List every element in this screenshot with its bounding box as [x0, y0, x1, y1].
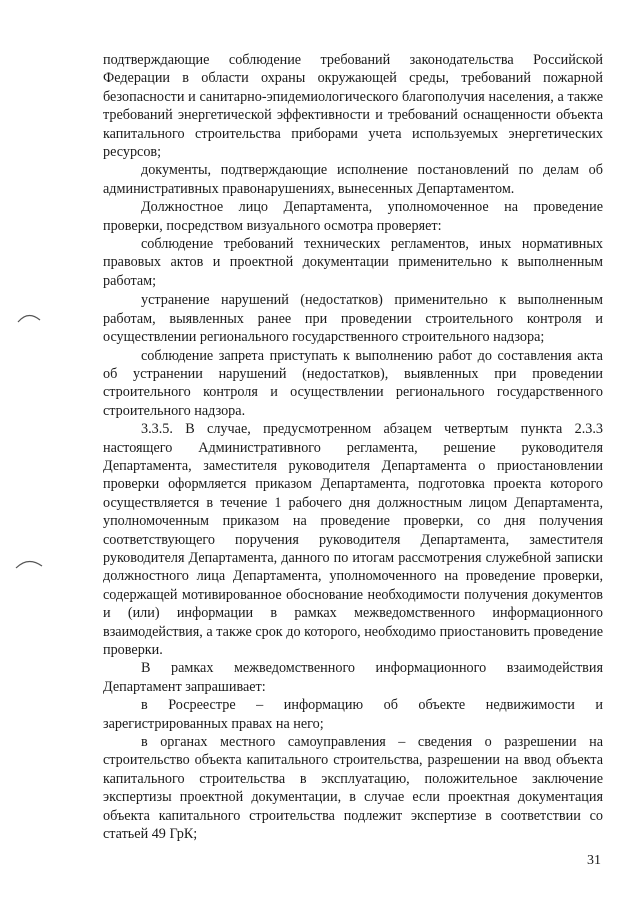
- paragraph: соблюдение требований технических регламентов, иных нормативных правовых актов и проектной документации применительно к выполненным работам;: [103, 236, 603, 289]
- paragraph: 3.3.5. В случае, предусмотренном абзацем четвертым пункта 2.3.3 настоящего Административного регламента, решение руководителя Департамента, заместителя руководителя Департамента о приостановлении проверки оформляется приказом Департамента, подготовка проекта которого осуществляется в течение 1 рабочего дня должностным лицом Департамента, уполномоченным приказом на проведение проверки, со дня получения соответствующего поручения руководителя Департамента, заместителя руководителя Департамента, данного по итогам рассмотрения служебной записки должностного лица Департамента, уполномоченного на проведение проверки, содержащей мотивированное обоснование необходимости получения документов и (или) информации в рамках межведомственного информационного взаимодействия, а также срок до которого, необходимо приостановить проведение проверки.: [103, 421, 603, 658]
- paragraph: В рамках межведомственного информационного взаимодействия Департамент запрашивает:: [103, 660, 603, 695]
- paragraph: соблюдение запрета приступать к выполнению работ до составления акта об устранении нарушений (недостатков), выявленных при проведении строительного контроля и осуществлении регионального государственного строительного надзора.: [103, 347, 603, 419]
- margin-mark-bottom: [0, 554, 60, 574]
- paragraph: в Росреестре – информацию об объекте недвижимости и зарегистрированных правах на него;: [103, 697, 603, 732]
- paragraph: подтверждающие соблюдение требований законодательства Российской Федерации в области охраны окружающей среды, требований пожарной безопасности и санитарно-эпидемиологического благополучия населения, а также требований энергетической эффективности и требований оснащенности объекта капитального строительства приборами учета используемых энергетических ресурсов;: [103, 52, 603, 161]
- document-body: [103, 51, 603, 843]
- paragraph: в органах местного самоуправления – сведения о разрешении на строительство объекта капитального строительства, разрешении на ввод объекта капитального строительства в эксплуатацию, положительное заключение экспертизы проектной документации, в случае если проектная документация объекта капитального строительства подлежит экспертизе в соответствии со статьей 49 ГрК;: [103, 734, 603, 843]
- margin-mark-top: [0, 308, 60, 328]
- paragraph: устранение нарушений (недостатков) применительно к выполненным работам, выявленных ранее при проведении строительного контроля и осуществлении регионального государственного строительного надзора;: [103, 292, 603, 346]
- paragraph: документы, подтверждающие исполнение постановлений по делам об административных правонарушениях, вынесенных Департаментом.: [103, 162, 603, 197]
- paragraph: Должностное лицо Департамента, уполномоченное на проведение проверки, посредством визуального осмотра проверяет:: [103, 199, 603, 234]
- page-number: 31: [587, 853, 601, 868]
